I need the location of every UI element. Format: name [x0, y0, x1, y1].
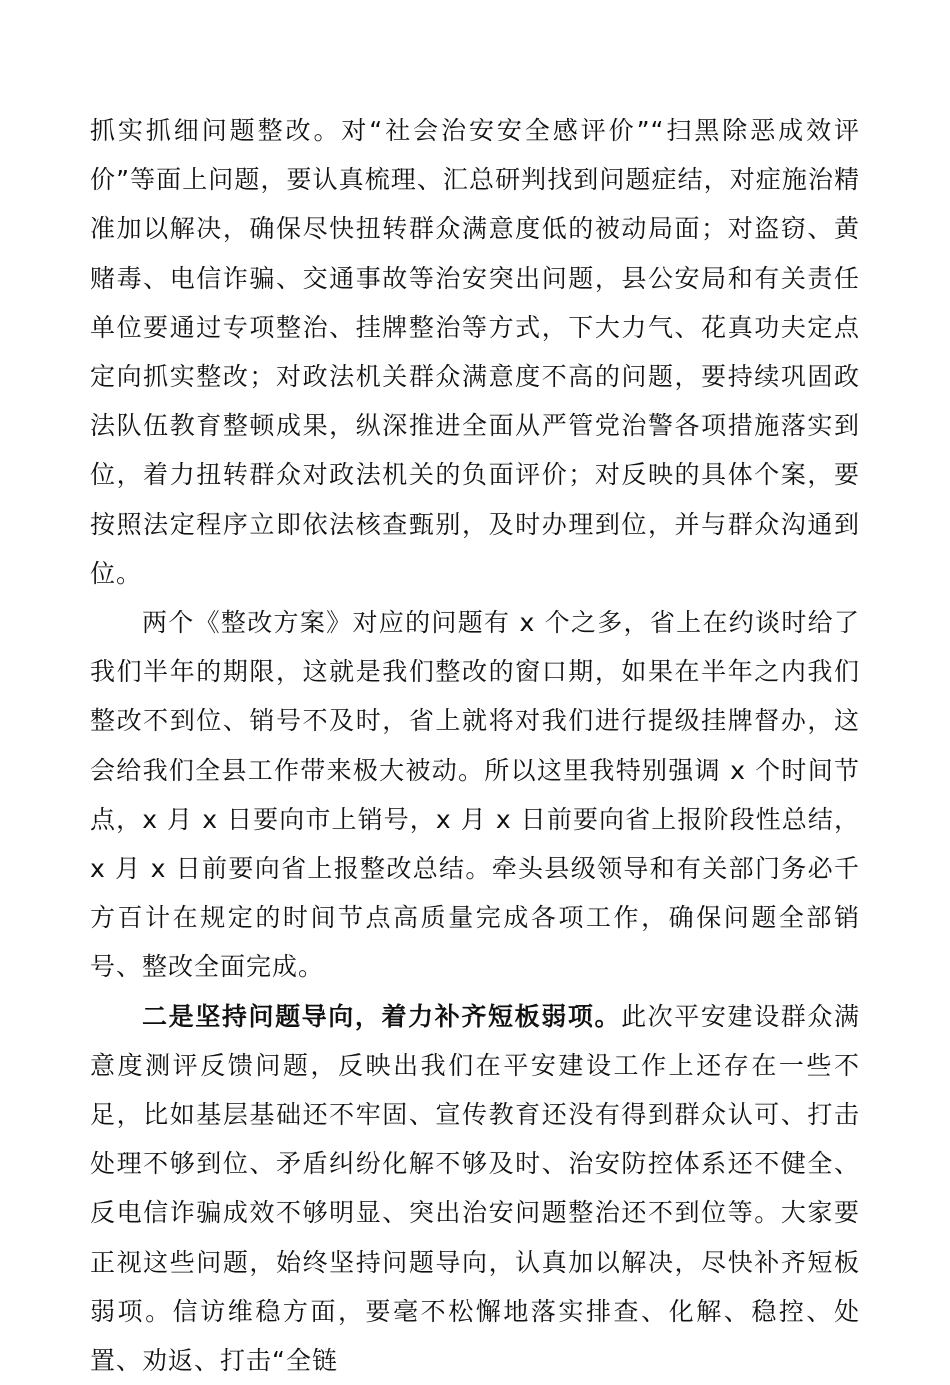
paragraph-3-lead-heading: 二是坚持问题导向，着力补齐短板弱项。 [142, 1001, 622, 1031]
document-page [90, 106, 860, 1385]
paragraph-2 [90, 598, 860, 992]
paragraph-3-text: 此次平安建设群众满意度测评反馈问题，反映出我们在平安建设工作上还存在一些不足，比如基层基础还不牢固、宣传教育还没有得到群众认可、打击处理不够到位、矛盾纠纷化解不够及时、治安防控体系还不健全、反电信诈骗成效不够明显、突出治安问题整治还不到位等。大家要正视这些问题，始终坚持问题导向，认真加以解决，尽快补齐短板弱项。信访维稳方面，要毫不松懈地落实排查、化解、稳控、处置、劝返、打击“全链 [90, 1001, 860, 1376]
paragraph-1-text: 抓实抓细问题整改。对“社会治安安全感评价”“扫黑除恶成效评价”等面上问题，要认真梳理、汇总研判找到问题症结，对症施治精准加以解决，确保尽快扭转群众满意度低的被动局面；对盗窃、黄赌毒、电信诈骗、交通事故等治安突出问题，县公安局和有关责任单位要通过专项整治、挂牌整治等方式，下大力气、花真功夫定点定向抓实整改；对政法机关群众满意度不高的问题，要持续巩固政法队伍教育整顿成果，纵深推进全面从严管党治警各项措施落实到位，着力扭转群众对政法机关的负面评价；对反映的具体个案，要按照法定程序立即依法核查甄别，及时办理到位，并与群众沟通到位。 [90, 116, 860, 588]
paragraph-2-text: 两个《整改方案》对应的问题有 x 个之多，省上在约谈时给了我们半年的期限，这就是我们整改的窗口期，如果在半年之内我们整改不到位、销号不及时，省上就将对我们进行提级挂牌督办，这会给我们全县工作带来极大被动。所以这里我特别强调 x 个时间节点，x 月 x 日要向市上销号，x 月 x 日前要向省上报阶段性总结，x 月 x 日前要向省上报整改总结。牵头县级领导和有关部门务必千方百计在规定的时间节点高质量完成各项工作，确保问题全部销号、整改全面完成。 [90, 608, 860, 982]
paragraph-1 [90, 106, 860, 598]
paragraph-3 [90, 992, 860, 1385]
